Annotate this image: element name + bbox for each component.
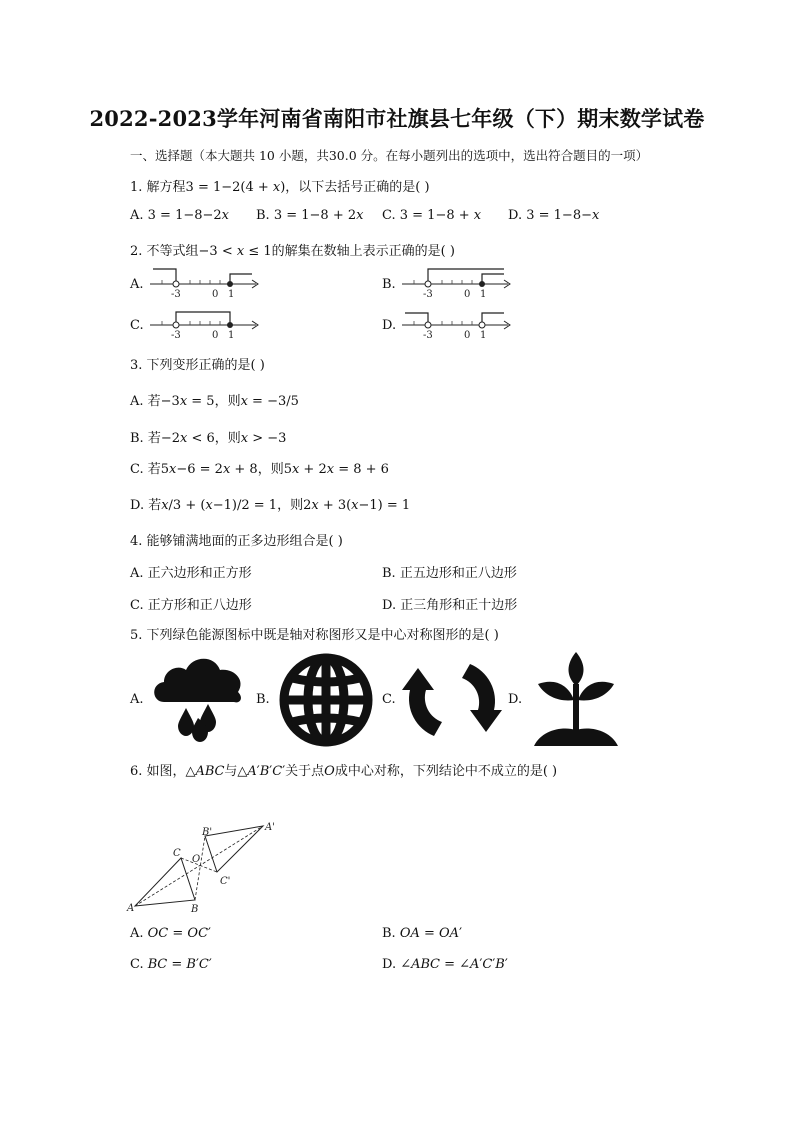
q1-option-c: C. 3 = 1−8 + 𝑥 <box>382 208 482 223</box>
number-line-a <box>148 265 263 299</box>
cloud-rain-icon <box>150 652 246 744</box>
q2-label-a: A. <box>130 277 144 292</box>
q5-label-d: D. <box>508 692 523 707</box>
point-label: O <box>192 854 201 865</box>
q4-option-d: D. 正三角形和正十边形 <box>382 598 518 613</box>
point-label: B' <box>202 827 213 838</box>
number-line-c <box>148 306 263 340</box>
q2-label-b: B. <box>382 277 396 292</box>
q3-option-d: D. 若𝑥/3 + (𝑥−1)/2 = 1，则2𝑥 + 3(𝑥−1) = 1 <box>130 498 411 513</box>
q3-option-a: A. 若−3𝑥 = 5，则𝑥 = −3/5 <box>130 394 299 409</box>
q5-label-a: A. <box>130 692 144 707</box>
question-6-stem: 6. 如图，△𝐴𝐵𝐶与△𝐴′𝐵′𝐶′关于点𝑂成中心对称，下列结论中不成立的是( ) <box>130 764 558 779</box>
number-line-d <box>400 306 515 340</box>
tick-label: -3 <box>171 289 181 300</box>
tick-label: -3 <box>171 330 181 341</box>
q6-option-a: A. 𝑂𝐶 = 𝑂𝐶′ <box>130 926 211 941</box>
point-label: B <box>191 904 199 915</box>
q5-label-c: C. <box>382 692 396 707</box>
q5-label-b: B. <box>256 692 270 707</box>
sprout-icon <box>532 650 620 748</box>
question-2-stem: 2. 不等式组−3 < 𝑥 ≤ 1的解集在数轴上表示正确的是( ) <box>130 244 455 259</box>
page-title: 2022-2023学年河南省南阳市社旗县七年级（下）期末数学试卷 <box>89 106 705 131</box>
section-heading: 一、选择题（本大题共 10 小题，共30.0 分。在每小题列出的选项中，选出符合题目的一项） <box>130 148 649 163</box>
q1-option-a: A. 3 = 1−8−2𝑥 <box>130 208 230 223</box>
q3-option-b: B. 若−2𝑥 < 6，则𝑥 > −3 <box>130 431 287 446</box>
tick-label: 0 <box>464 289 471 300</box>
q4-option-a: A. 正六边形和正方形 <box>130 566 252 581</box>
tick-label: 1 <box>228 330 235 341</box>
q6-option-b: B. 𝑂𝐴 = 𝑂𝐴′ <box>382 926 463 941</box>
symmetry-figure <box>125 818 285 914</box>
q4-option-c: C. 正方形和正八边形 <box>130 598 252 613</box>
q1-option-d: D. 3 = 1−8−𝑥 <box>508 208 600 223</box>
number-line-b <box>400 265 515 299</box>
recycle-arrows-icon <box>402 652 502 748</box>
q3-option-c: C. 若5𝑥−6 = 2𝑥 + 8，则5𝑥 + 2𝑥 = 8 + 6 <box>130 462 389 477</box>
tick-label: 0 <box>212 330 219 341</box>
tick-label: -3 <box>423 330 433 341</box>
point-label: A <box>127 903 135 914</box>
question-4-stem: 4. 能够铺满地面的正多边形组合是( ) <box>130 534 343 549</box>
q2-label-c: C. <box>130 318 144 333</box>
tick-label: 0 <box>464 330 471 341</box>
question-5-stem: 5. 下列绿色能源图标中既是轴对称图形又是中心对称图形的是( ) <box>130 628 499 643</box>
point-label: C' <box>220 876 231 887</box>
question-1-stem: 1. 解方程3 = 1−2(4 + 𝑥)，以下去括号正确的是( ) <box>130 180 430 195</box>
tick-label: 1 <box>480 289 487 300</box>
q2-label-d: D. <box>382 318 397 333</box>
q6-option-d: D. ∠𝐴𝐵𝐶 = ∠𝐴′𝐶′𝐵′ <box>382 957 508 972</box>
tick-label: -3 <box>423 289 433 300</box>
q4-option-b: B. 正五边形和正八边形 <box>382 566 517 581</box>
tick-label: 0 <box>212 289 219 300</box>
tick-label: 1 <box>228 289 235 300</box>
globe-icon <box>278 652 374 748</box>
q1-option-b: B. 3 = 1−8 + 2𝑥 <box>256 208 364 223</box>
tick-label: 1 <box>480 330 487 341</box>
point-label: A' <box>265 822 275 833</box>
question-3-stem: 3. 下列变形正确的是( ) <box>130 358 265 373</box>
point-label: C <box>173 848 181 859</box>
q6-option-c: C. 𝐵𝐶 = 𝐵′𝐶′ <box>130 957 212 972</box>
